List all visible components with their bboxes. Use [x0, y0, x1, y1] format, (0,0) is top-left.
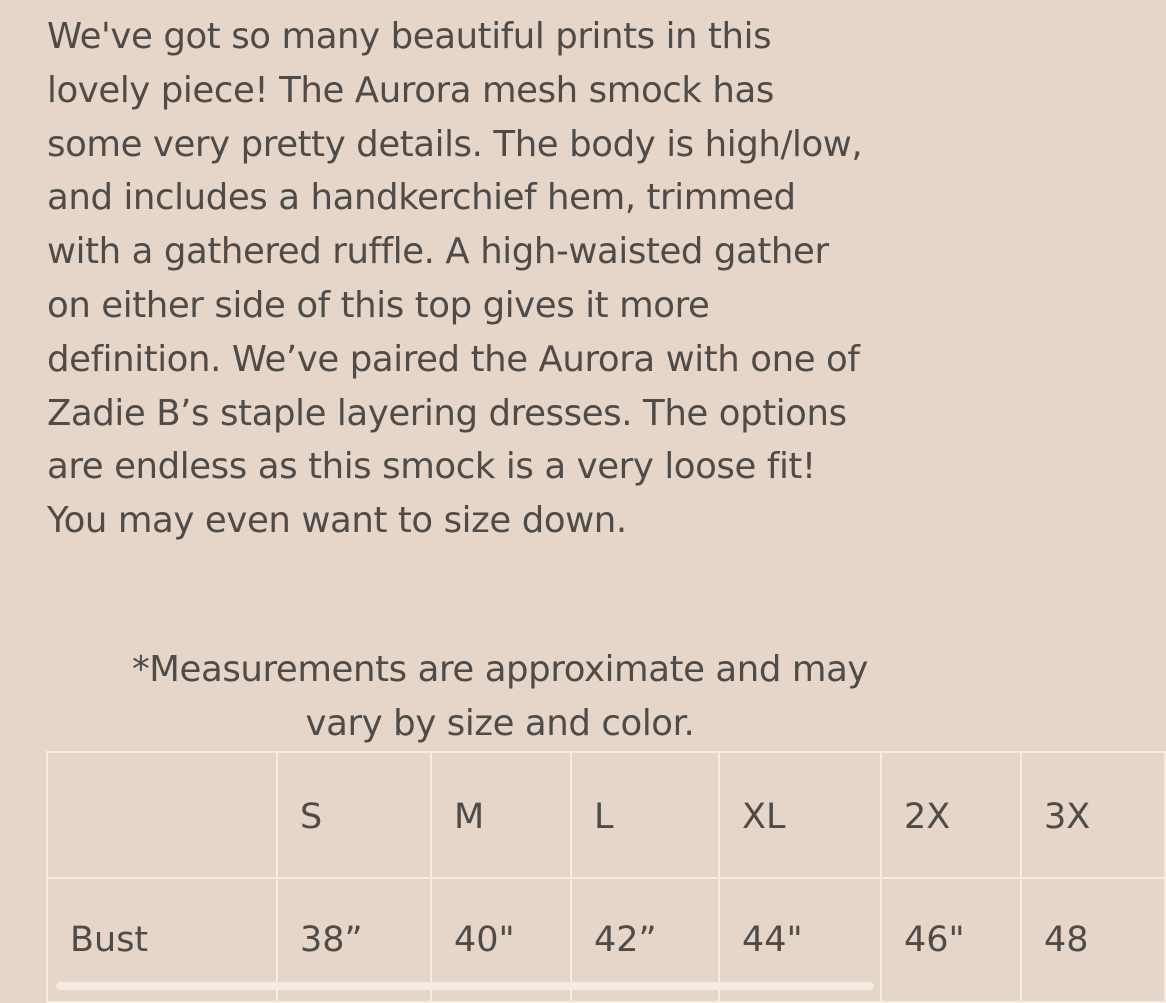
size-table	[46, 751, 1166, 1003]
note-line: *Measurements are approximate and may	[131, 649, 869, 690]
table-header-row	[47, 752, 1165, 878]
row-label: Bust	[47, 878, 277, 1002]
size-table-container[interactable]	[46, 751, 1091, 1000]
table-cell: 42”	[571, 878, 719, 1002]
table-cell: 40"	[431, 878, 571, 1002]
description-line: lovely piece! The Aurora mesh smock has	[47, 69, 774, 111]
header-cell-size: M	[431, 752, 571, 878]
table-cell: 38”	[277, 878, 431, 1002]
horizontal-scrollbar[interactable]	[56, 982, 874, 990]
description-line: on either side of this top gives it more	[47, 284, 710, 326]
measurement-note	[0, 643, 1000, 751]
description-line: are endless as this smock is a very loose fit!	[47, 446, 816, 488]
description-line: with a gathered ruffle. A high-waisted gather	[47, 231, 829, 273]
header-cell-size: 3X	[1021, 752, 1165, 878]
header-cell-size: L	[571, 752, 719, 878]
description-line: You may even want to size down.	[47, 500, 627, 542]
description-line: We've got so many beautiful prints in this	[47, 16, 772, 57]
table-cell: 46"	[881, 878, 1021, 1002]
header-cell-size: 2X	[881, 752, 1021, 878]
product-description	[47, 10, 977, 548]
description-line: some very pretty details. The body is high/low,	[47, 123, 863, 165]
description-line: and includes a handkerchief hem, trimmed	[47, 177, 796, 219]
table-cell: 44"	[719, 878, 881, 1002]
description-line: definition. We’ve paired the Aurora with one of	[47, 338, 860, 380]
header-cell-size: S	[277, 752, 431, 878]
header-cell-empty	[47, 752, 277, 878]
table-cell: 48	[1021, 878, 1165, 1002]
note-line: vary by size and color.	[305, 702, 695, 744]
description-line: Zadie B’s staple layering dresses. The options	[47, 392, 847, 434]
header-cell-size: XL	[719, 752, 881, 878]
